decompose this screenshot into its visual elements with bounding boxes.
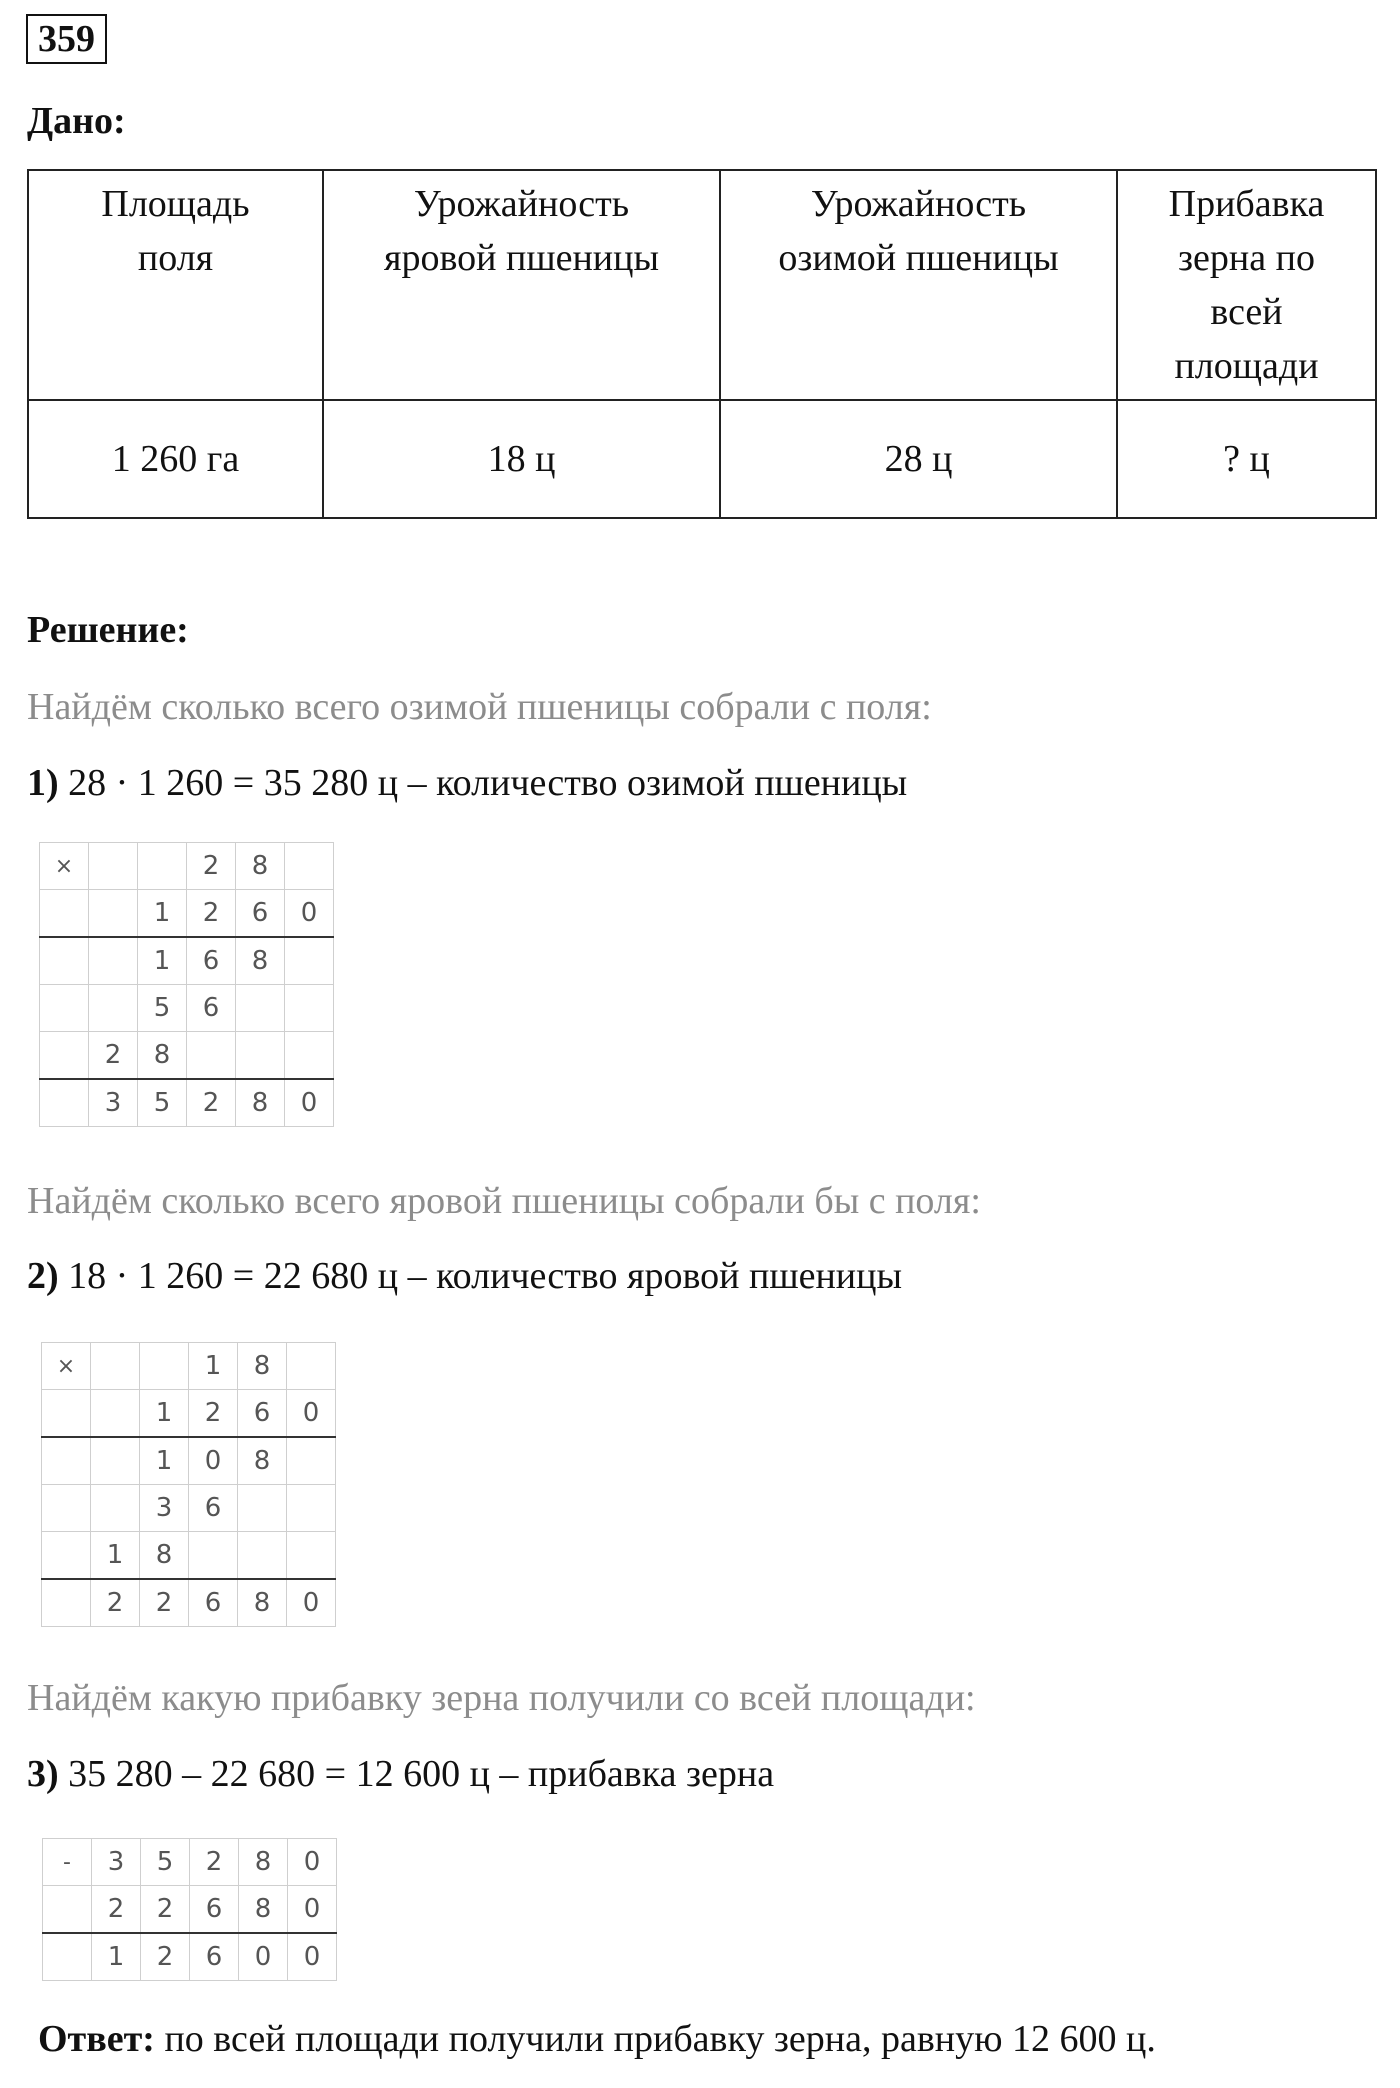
calc-digit [40, 937, 89, 985]
calc-digit: 0 [287, 1579, 336, 1627]
calc-digit [43, 1933, 92, 1981]
calc-digit: 1 [92, 1933, 141, 1981]
calc-digit: 8 [239, 1839, 288, 1886]
step-2-equation [27, 1253, 902, 1299]
calc-digit [91, 1343, 140, 1390]
step-1-equation [27, 760, 907, 806]
step-3-equation [27, 1751, 774, 1797]
answer-text: по всей площади получили прибавку зерна, равную 12 600 ц. [154, 2018, 1156, 2060]
calc-digit: 6 [189, 1579, 238, 1627]
calc-digit: 1 [138, 890, 187, 938]
value-grain-increase: ? ц [1117, 400, 1376, 518]
calc-digit: 0 [288, 1886, 337, 1934]
calc-digit [187, 1032, 236, 1080]
calc-digit [42, 1579, 91, 1627]
calc-digit: 8 [238, 1579, 287, 1627]
calc-digit [91, 1437, 140, 1485]
calc-row [42, 1343, 336, 1390]
calc-digit: 0 [285, 1079, 334, 1127]
solution-heading: Решение: [27, 609, 189, 651]
calc-digit [89, 985, 138, 1032]
calc-row [42, 1437, 336, 1485]
calc-row [42, 1390, 336, 1438]
calc-digit: 1 [140, 1437, 189, 1485]
header-grain-increase: Прибавка зерна по всей площади [1117, 170, 1376, 400]
calc-digit [189, 1532, 238, 1580]
calc-row [40, 890, 334, 938]
calc-digit: 2 [92, 1886, 141, 1934]
calc-digit [89, 937, 138, 985]
calc-digit: 8 [239, 1886, 288, 1934]
header-field-area: Площадь поля [28, 170, 323, 400]
calc-digit: 2 [141, 1933, 190, 1981]
calc-digit: 8 [236, 1079, 285, 1127]
header-winter-wheat-yield: Урожайность озимой пшеницы [720, 170, 1117, 400]
problem-number: 359 [26, 14, 107, 64]
calc-digit [42, 1532, 91, 1580]
calc-digit [287, 1343, 336, 1390]
given-table-header-row [28, 170, 1376, 400]
calc-row [42, 1532, 336, 1580]
calc-digit [287, 1532, 336, 1580]
step-3-text: 35 280 – 22 680 = 12 600 ц – прибавка зерна [58, 1753, 775, 1795]
calc-digit: 6 [187, 937, 236, 985]
calc-digit [42, 1437, 91, 1485]
calc-digit: 3 [140, 1485, 189, 1532]
calc-digit [40, 1079, 89, 1127]
calc-digit: 0 [288, 1839, 337, 1886]
calc-digit: 0 [239, 1933, 288, 1981]
given-table-values-row [28, 400, 1376, 518]
calc-digit: 2 [189, 1390, 238, 1438]
step-3-hint: Найдём какую прибавку зерна получили со всей площади: [27, 1677, 976, 1719]
calc-digit [40, 985, 89, 1032]
calc-digit [287, 1437, 336, 1485]
calc-digit: 2 [91, 1579, 140, 1627]
answer-label: Ответ: [38, 2018, 155, 2060]
calc-row [40, 843, 334, 890]
calc-digit [42, 1485, 91, 1532]
calc-digit: 5 [138, 1079, 187, 1127]
calc-digit [138, 843, 187, 890]
calc-digit [285, 1032, 334, 1080]
calc-digit [238, 1532, 287, 1580]
calc-digit: 0 [189, 1437, 238, 1485]
calc-digit: 3 [89, 1079, 138, 1127]
value-spring-wheat-yield: 18 ц [323, 400, 720, 518]
calc-digit [43, 1886, 92, 1934]
calc-digit: 0 [288, 1933, 337, 1981]
calc-digit: 3 [92, 1839, 141, 1886]
given-table [27, 169, 1377, 519]
step-3-number: 3) [27, 1753, 59, 1795]
header-spring-wheat-yield: Урожайность яровой пшеницы [323, 170, 720, 400]
calc-digit: 2 [141, 1886, 190, 1934]
calc-digit [40, 1032, 89, 1080]
calc-digit [89, 890, 138, 938]
calc-digit [91, 1390, 140, 1438]
calc-digit: 1 [140, 1390, 189, 1438]
calc-digit: 2 [187, 890, 236, 938]
calc-digit: 6 [190, 1933, 239, 1981]
calc-digit: 2 [187, 843, 236, 890]
calc-digit [236, 985, 285, 1032]
calc-digit: 2 [187, 1079, 236, 1127]
calc-digit [91, 1485, 140, 1532]
calc-digit: 6 [187, 985, 236, 1032]
step-3-column-subtraction [42, 1838, 337, 1981]
calc-operator: - [43, 1839, 92, 1886]
calc-digit: 6 [190, 1886, 239, 1934]
calc-digit: 0 [285, 890, 334, 938]
calc-row [42, 1579, 336, 1627]
calc-digit [238, 1485, 287, 1532]
calc-digit: 8 [238, 1343, 287, 1390]
step-2-hint: Найдём сколько всего яровой пшеницы собрали бы с поля: [27, 1180, 981, 1222]
calc-digit [89, 843, 138, 890]
calc-digit: 8 [238, 1437, 287, 1485]
calc-digit [42, 1390, 91, 1438]
calc-digit: 8 [236, 937, 285, 985]
value-field-area: 1 260 га [28, 400, 323, 518]
step-1-hint: Найдём сколько всего озимой пшеницы собрали с поля: [27, 686, 932, 728]
calc-row [42, 1485, 336, 1532]
calc-row [43, 1839, 337, 1886]
given-heading: Дано: [27, 100, 126, 142]
calc-row [40, 1079, 334, 1127]
calc-row [40, 937, 334, 985]
calc-digit: 1 [189, 1343, 238, 1390]
calc-operator: × [42, 1343, 91, 1390]
calc-digit: 2 [89, 1032, 138, 1080]
calc-digit: 6 [189, 1485, 238, 1532]
calc-digit: 2 [140, 1579, 189, 1627]
calc-operator: × [40, 843, 89, 890]
value-winter-wheat-yield: 28 ц [720, 400, 1117, 518]
calc-digit [140, 1343, 189, 1390]
calc-row [43, 1933, 337, 1981]
calc-digit [285, 843, 334, 890]
calc-digit: 6 [236, 890, 285, 938]
calc-digit: 8 [138, 1032, 187, 1080]
calc-digit [40, 890, 89, 938]
calc-digit: 2 [190, 1839, 239, 1886]
calc-row [40, 985, 334, 1032]
step-2-text: 18 · 1 260 = 22 680 ц – количество яровой пшеницы [58, 1255, 902, 1297]
calc-digit [236, 1032, 285, 1080]
calc-digit [285, 937, 334, 985]
calc-digit [285, 985, 334, 1032]
calc-digit: 8 [236, 843, 285, 890]
calc-digit: 5 [141, 1839, 190, 1886]
answer-line [38, 2016, 1156, 2062]
calc-digit: 1 [138, 937, 187, 985]
step-1-text: 28 · 1 260 = 35 280 ц – количество озимой пшеницы [58, 762, 908, 804]
step-2-number: 2) [27, 1255, 59, 1297]
calc-row [40, 1032, 334, 1080]
step-2-column-multiplication [41, 1342, 336, 1627]
calc-digit: 0 [287, 1390, 336, 1438]
calc-digit: 1 [91, 1532, 140, 1580]
calc-digit: 6 [238, 1390, 287, 1438]
calc-digit [287, 1485, 336, 1532]
step-1-number: 1) [27, 762, 59, 804]
calc-digit: 8 [140, 1532, 189, 1580]
step-1-column-multiplication [39, 842, 334, 1127]
calc-digit: 5 [138, 985, 187, 1032]
calc-row [43, 1886, 337, 1934]
